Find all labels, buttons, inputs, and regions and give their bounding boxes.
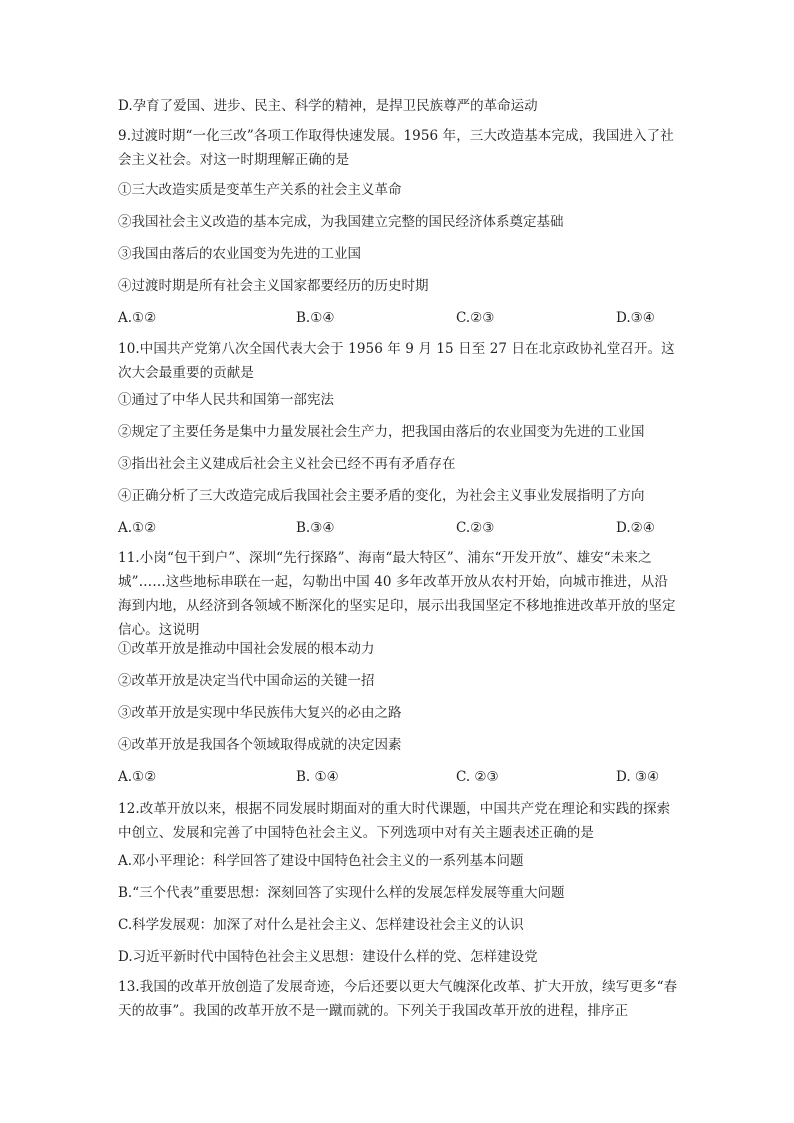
q9-option-c: C.②③	[456, 310, 495, 326]
q9-option-a: A.①②	[118, 310, 157, 326]
q10-item-4: ④正确分析了三大改造完成后我国社会主要矛盾的变化，为社会主义事业发展指明了方向	[118, 488, 645, 504]
q10-item-2: ②规定了主要任务是集中力量发展社会生产力，把我国由落后的农业国变为先进的工业国	[118, 424, 645, 440]
q10-item-1: ①通过了中华人民共和国第一部宪法	[118, 392, 334, 408]
q11-item-4: ④改革开放是我国各个领域取得成就的决定因素	[118, 737, 402, 753]
q8-option-d: D.孕育了爱国、进步、民主、科学的精神，是捍卫民族尊严的革命运动	[118, 98, 538, 114]
q13-stem: 13.我国的改革开放创造了发展奇迹，今后还要以更大气魄深化改革、扩大开放，续写更多“春天的故事”。我国的改革开放不是一蹴而就的。下列关于我国改革开放的进程，排序正	[118, 979, 678, 1019]
q11-option-d: D. ③④	[616, 769, 660, 785]
q10-options	[118, 519, 678, 537]
q12-option-c: C.科学发展观：加深了对什么是社会主义、怎样建设社会主义的认识	[118, 917, 524, 933]
q10-stem: 10.中国共产党第八次全国代表大会于 1956 年 9 月 15 日至 27 日在北京政协礼堂召开。这次大会最重要的贡献是	[118, 341, 675, 381]
q12-option-d: D.习近平新时代中国特色社会主义思想：建设什么样的党、怎样建设党	[118, 949, 538, 965]
q11-stem: 11.小岗“包干到户”、深圳“先行探路”、海南“最大特区”、浦东“开发开放”、雄安“未来之城”……这些地标串联在一起，勾勒出中国 40 多年改革开放从农村开始，向城市推进，从沿海到内地，从经济到各领域不断深化的坚实足印，展示出我国坚定不移地推进改革开放的坚定信心。这说明	[118, 550, 676, 638]
q9-option-b: B.①④	[296, 310, 335, 326]
q11-option-c: C. ②③	[456, 769, 499, 785]
q9-item-2: ②我国社会主义改造的基本完成，为我国建立完整的国民经济体系奠定基础	[118, 214, 564, 230]
q10-option-d: D.②④	[616, 520, 655, 536]
q9-option-d: D.③④	[616, 310, 655, 326]
q11-item-3: ③改革开放是实现中华民族伟大复兴的必由之路	[118, 705, 402, 721]
q9-options	[118, 309, 678, 327]
q11-options	[118, 768, 678, 786]
q10-item-3: ③指出社会主义建成后社会主义社会已经不再有矛盾存在	[118, 456, 456, 472]
q10-option-a: A.①②	[118, 520, 157, 536]
q12-option-a: A.邓小平理论：科学回答了建设中国特色社会主义的一系列基本问题	[118, 853, 524, 869]
q9-item-4: ④过渡时期是所有社会主义国家都要经历的历史时期	[118, 278, 429, 294]
q11-option-a: A.①②	[118, 769, 157, 785]
q9-stem: 9.过渡时期“一化三改”各项工作取得快速发展。1956 年，三大改造基本完成，我国进入了社会主义社会。对这一时期理解正确的是	[118, 128, 674, 168]
q10-option-c: C.②③	[456, 520, 495, 536]
q9-item-3: ③我国由落后的农业国变为先进的工业国	[118, 246, 361, 262]
q11-item-2: ②改革开放是决定当代中国命运的关键一招	[118, 673, 375, 689]
q12-option-b: B.“三个代表”重要思想：深刻回答了实现什么样的发展怎样发展等重大问题	[118, 885, 565, 901]
q9-item-1: ①三大改造实质是变革生产关系的社会主义革命	[118, 182, 402, 198]
q12-stem: 12.改革开放以来，根据不同发展时期面对的重大时代课题，中国共产党在理论和实践的探索中创立、发展和完善了中国特色社会主义。下列选项中对有关主题表述正确的是	[118, 801, 671, 841]
q11-option-b: B. ①④	[296, 769, 339, 785]
q11-item-1: ①改革开放是推动中国社会发展的根本动力	[118, 641, 375, 657]
q10-option-b: B.③④	[296, 520, 335, 536]
